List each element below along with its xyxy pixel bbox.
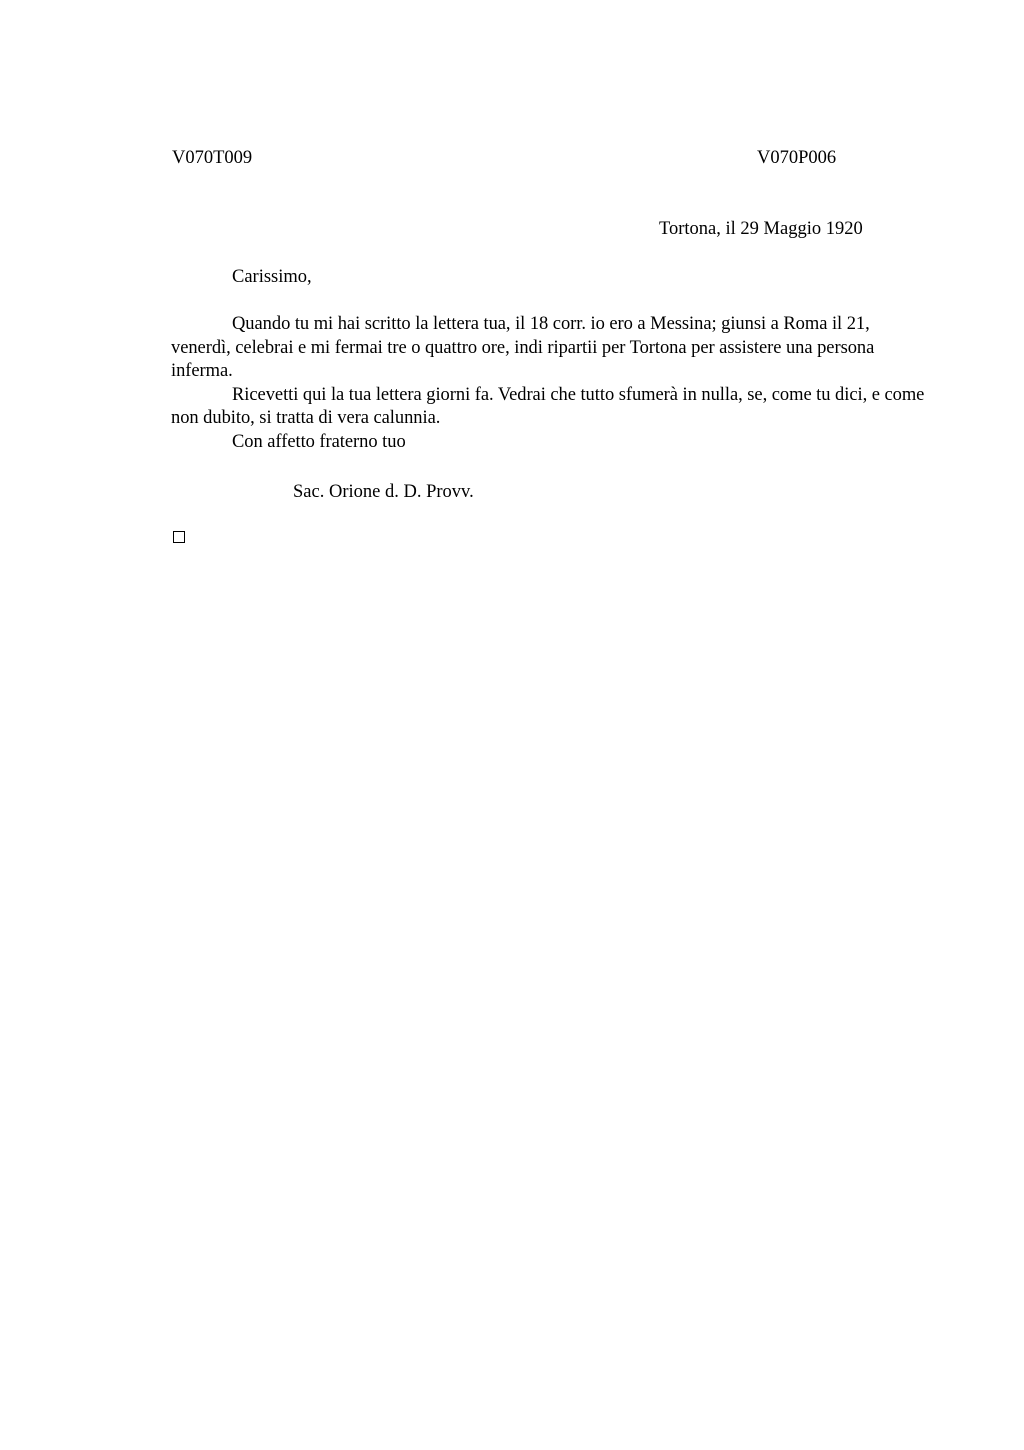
document-code-right: V070P006: [757, 148, 837, 168]
letter-date: Tortona, il 29 Maggio 1920: [659, 219, 863, 239]
letter-signature: Sac. Orione d. D. Provv.: [293, 482, 474, 502]
body-paragraph: Quando tu mi hai scritto la lettera tua, il 18 corr. io ero a Messina; giunsi a Roma il 21, venerdì, celebrai e mi fermai tre o quattro ore, indi ripartii per Tortona per assistere una persona inferma.: [171, 314, 875, 381]
document-code-left: V070T009: [172, 148, 253, 168]
letter-salutation: Carissimo,: [232, 267, 312, 287]
closing-line: Con affetto fraterno tuo: [232, 431, 406, 452]
empty-square-icon: [173, 531, 185, 543]
letter-body: [171, 313, 931, 454]
body-paragraph: Ricevetti qui la tua lettera giorni fa. Vedrai che tutto sfumerà in nulla, se, come tu dici, e come non dubito, si tratta di vera calunnia.: [171, 384, 925, 428]
